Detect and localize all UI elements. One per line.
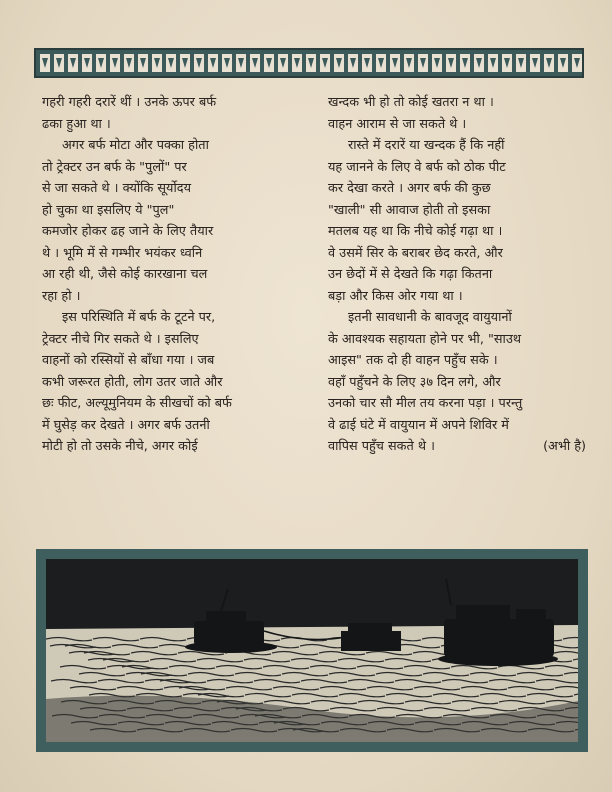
text-line: में घुसेड़ कर देखते । अगर बर्फ उतनी (42, 417, 210, 433)
text-line-last (328, 436, 586, 458)
text-line: उन छेदों में से देखते कि गढ़ा कितना (328, 267, 493, 282)
decorative-header-border (34, 48, 584, 78)
text-line: ढका हुआ था । (42, 116, 111, 132)
text-line: तो ट्रेक्टर उन बर्फ के "पुलों" पर (42, 159, 187, 175)
text-line: आइस" तक दो ही वाहन पहुँच सके । (328, 353, 498, 368)
text-line: वाहन आराम से जा सकते थे । (328, 116, 467, 132)
right-text-column (328, 92, 586, 458)
ornament-pattern-icon (36, 50, 582, 76)
text-line: हो चुका था इसलिए ये "पुल" (42, 202, 175, 218)
text-line: बड़ा और किस ओर गया था । (328, 288, 463, 304)
text-line: इतनी सावधानी के बावजूद वायुयानों (348, 310, 512, 325)
left-text-column (42, 92, 300, 458)
text-line: वे उसमें सिर के बराबर छेद करते, और (328, 245, 503, 261)
text-line: मोटी हो तो उसके नीचे, अगर कोई (42, 439, 198, 454)
text-line: खन्दक भी हो तो कोई खतरा न था । (328, 95, 494, 110)
illustration-tractors-on-ice (46, 559, 578, 742)
text-line: इस परिस्थिति में बर्फ के टूटने पर, (62, 310, 216, 325)
text-line: थे । भूमि में से गम्भीर भयंकर ध्वनि (42, 245, 203, 261)
text-line: वापिस पहुँच सकते थे । (328, 439, 435, 454)
continuation-note: (अभी है) (543, 439, 586, 454)
text-line: कर देखा करते । अगर बर्फ की कुछ (328, 181, 491, 196)
text-line: "खाली" सी आवाज होती तो इसका (328, 202, 491, 218)
text-line: वहाँ पहुँचने के लिए ३७ दिन लगे, और (328, 374, 501, 390)
text-line: के आवश्यक सहायता होने पर भी, "साउथ (328, 331, 522, 347)
text-line: कभी जरूरत होती, लोग उतर जाते और (42, 374, 223, 390)
text-line: वाहनों को रस्सियों से बाँधा गया । जब (42, 353, 215, 368)
illustration-frame (36, 549, 588, 752)
text-line: से जा सकते थे । क्योंकि सूर्योदय (42, 181, 191, 196)
tractor-illustration-icon (46, 559, 578, 742)
text-line: आ रही थी, जैसे कोई कारखाना चल (42, 267, 208, 282)
text-line: ट्रेक्टर नीचे गिर सकते थे । इसलिए (42, 331, 199, 347)
text-line: गहरी गहरी दरारें थीं । उनके ऊपर बर्फ (42, 95, 217, 110)
text-line: मतलब यह था कि नीचे कोई गढ़ा था । (328, 224, 503, 239)
text-line: कमजोर होकर ढह जाने के लिए तैयार (42, 224, 214, 239)
text-line: छः फीट, अल्यूमुनियम के सीखचों को बर्फ (42, 396, 232, 411)
text-line: उनको चार सौ मील तय करना पड़ा । परन्तु (328, 396, 523, 411)
text-line: रहा हो । (42, 288, 81, 304)
text-line: वे ढाई घंटे में वायुयान में अपने शिविर में (328, 417, 509, 433)
text-line: यह जानने के लिए वे बर्फ को ठोक पीट (328, 159, 506, 175)
text-line: अगर बर्फ मोटा और पक्का होता (62, 138, 209, 153)
text-line: रास्ते में दरारें या खन्दक हैं कि नहीं (348, 138, 505, 153)
